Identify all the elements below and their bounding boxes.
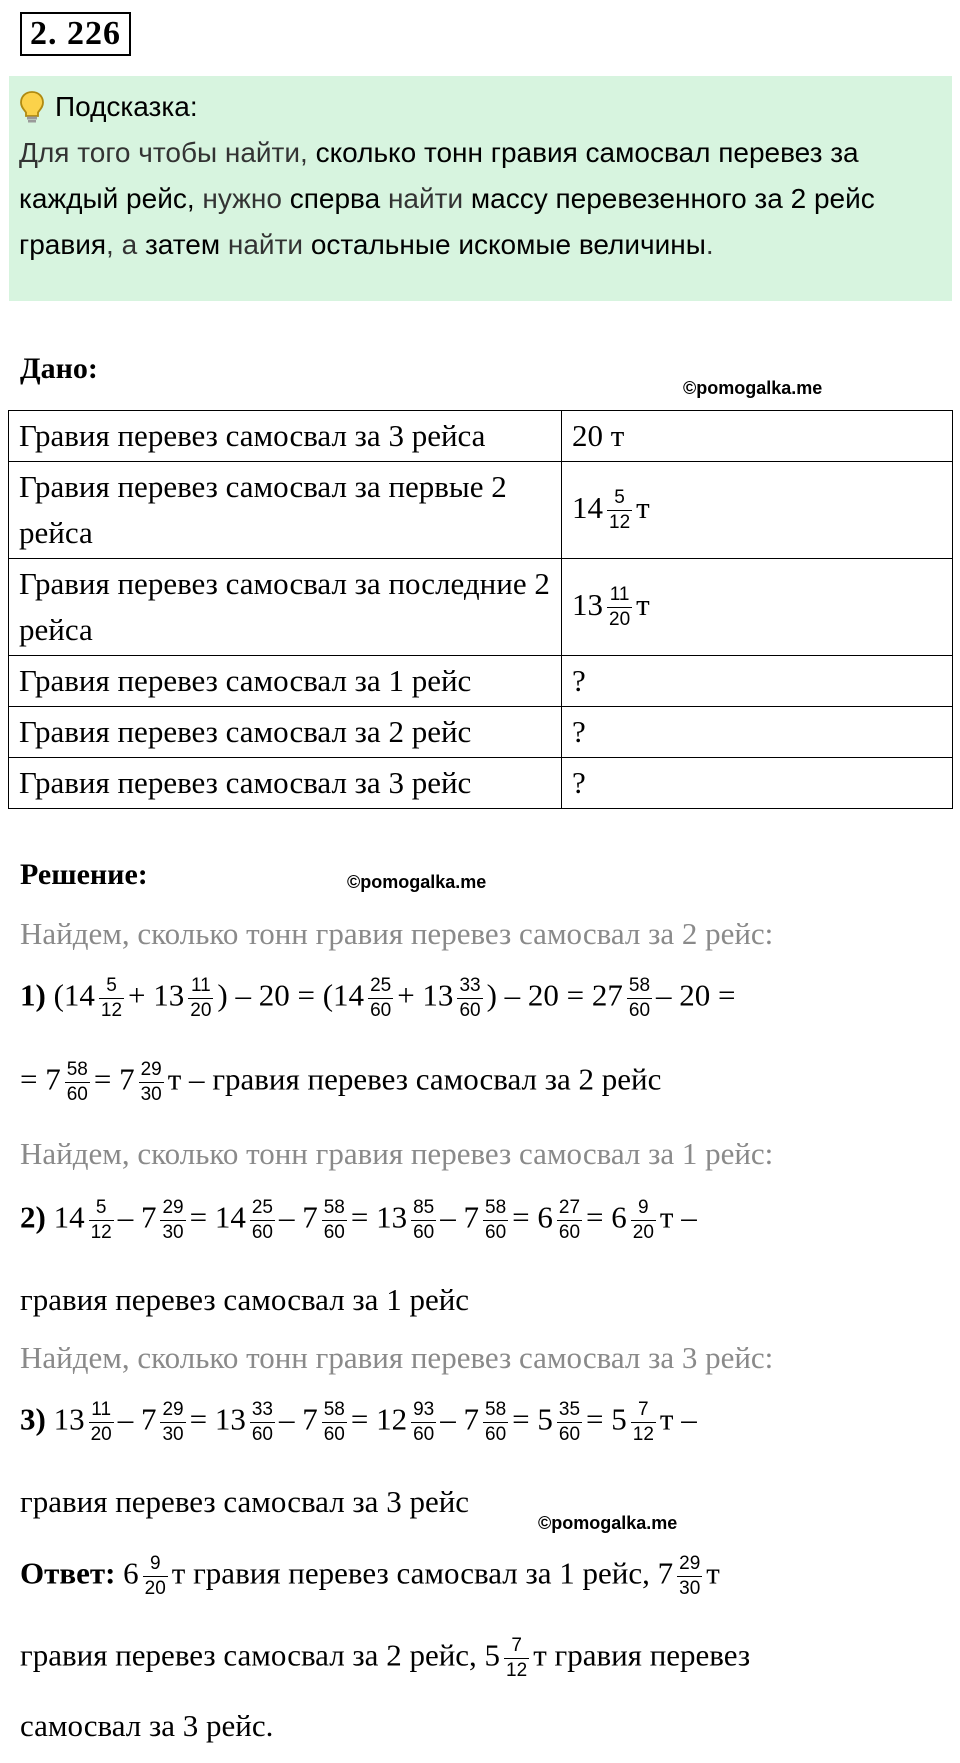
step-text: гравия перевез самосвал за 2 рейс: [212, 1061, 662, 1097]
table-label: Гравия перевез самосвал за 2 рейс: [9, 707, 562, 758]
fraction: [607, 486, 632, 535]
denominator: 60: [323, 1424, 345, 1445]
step-3-equation: 3) 13 $\frac{11}{20}$ – 7 $\frac{29}{30}$ = 13 $\frac{33}{60}$ – 7 $\frac{58}{60}$ = 12 $\frac{93}{60}$ – 7 $\frac{58}{60}$ = 5 $\frac{35}{60}$ = 5 $\frac{7}{12}$ т –: [20, 1399, 697, 1445]
given-table: [8, 410, 953, 809]
hint-part: .: [705, 229, 714, 260]
table-value: 20 т: [562, 411, 953, 462]
table-row: [9, 411, 953, 462]
denominator: 30: [679, 1578, 701, 1599]
denominator: 60: [628, 1000, 651, 1021]
answer-line-3: самосвал за 3 рейс.: [20, 1708, 274, 1743]
numerator: 85: [413, 1197, 435, 1218]
numerator: 58: [485, 1197, 507, 1218]
denominator: 60: [485, 1424, 507, 1445]
fraction: [631, 1398, 656, 1447]
numerator: 5: [106, 975, 117, 996]
numerator: 58: [66, 1059, 88, 1080]
denominator: 20: [190, 1000, 212, 1021]
step-label: 2): [20, 1199, 46, 1235]
step-label: 3): [20, 1401, 46, 1437]
fraction: [504, 1634, 529, 1683]
numerator: 93: [413, 1399, 435, 1420]
hint-text: [19, 130, 942, 268]
answer-line-1: Ответ: 6 $\frac{9}{20}$ т гравия перевез самосвал за 1 рейс, 7 $\frac{29}{30}$ т: [20, 1553, 720, 1599]
numerator: 29: [140, 1059, 162, 1080]
denominator: 20: [609, 609, 631, 631]
numerator: 58: [323, 1399, 345, 1420]
numerator: 9: [149, 1553, 161, 1574]
numerator: 11: [190, 975, 211, 996]
problem-number: 2. 226: [20, 12, 131, 56]
fraction: [188, 974, 213, 1023]
denominator: 30: [140, 1084, 162, 1105]
table-label: Гравия перевез самосвал за 3 рейса: [9, 411, 562, 462]
table-label: Гравия перевез самосвал за последние 2 рейса: [9, 559, 562, 656]
fraction: [99, 974, 124, 1023]
denominator: 12: [506, 1660, 528, 1681]
fraction: [557, 1398, 582, 1447]
answer-line-2: гравия перевез самосвал за 2 рейс, 5 $\frac{7}{12}$ т гравия перевез: [20, 1635, 751, 1681]
denominator: 12: [100, 1000, 123, 1021]
denominator: 12: [632, 1424, 654, 1445]
step-3-text: [20, 1484, 469, 1520]
numerator: 33: [459, 975, 481, 996]
table-value: ?: [562, 758, 953, 809]
watermark: ©pomogalka.me: [347, 872, 487, 892]
numerator: 58: [628, 975, 651, 996]
fraction: [89, 1196, 114, 1245]
fraction: [160, 1196, 185, 1245]
denominator: 12: [90, 1222, 112, 1243]
hint-part-highlight: остальные искомые величины: [310, 229, 706, 260]
watermark: ©pomogalka.me: [683, 378, 823, 398]
whole-part: 13: [572, 586, 603, 622]
numerator: 5: [614, 487, 625, 509]
numerator: 5: [95, 1197, 107, 1218]
fraction: [322, 1398, 347, 1447]
fraction: [368, 974, 393, 1023]
answer-text: т гравия перевез: [533, 1637, 751, 1673]
hint-part-highlight: сколько тонн гравия самосвал перевез за каждый рейс,: [19, 137, 859, 214]
denominator: 60: [413, 1424, 435, 1445]
hint-box: [9, 76, 952, 301]
given-title: Дано:: [20, 352, 98, 385]
unit: т: [636, 586, 650, 622]
table-row: [9, 758, 953, 809]
answer-label: Ответ:: [20, 1555, 116, 1591]
numerator: 58: [323, 1197, 345, 1218]
table-row: [9, 656, 953, 707]
hint-part-highlight: затем: [144, 229, 221, 260]
step-text: гравия перевез самосвал за 3 рейс: [20, 1484, 470, 1519]
denominator: 60: [66, 1084, 88, 1105]
table-label: Гравия перевез самосвал за первые 2 рейса: [9, 462, 562, 559]
numerator: 7: [511, 1635, 522, 1656]
answer-text: т гравия перевез самосвал за 1 рейс,: [171, 1555, 650, 1591]
table-label: Гравия перевез самосвал за 1 рейс: [9, 656, 562, 707]
step-2-text: гравия перевез самосвал за 1 рейс: [20, 1282, 470, 1317]
denominator: 60: [558, 1424, 581, 1445]
hint-part: Для того чтобы найти,: [19, 137, 316, 168]
fraction: [607, 583, 632, 632]
numerator: 11: [609, 584, 630, 606]
step-2-intro: Найдем, сколько тонн гравия перевез самосвал за 1 рейс:: [20, 1136, 774, 1171]
numerator: 29: [162, 1197, 184, 1218]
fraction: [250, 1196, 275, 1245]
table-row: [9, 707, 953, 758]
fraction: [65, 1058, 90, 1107]
table-value: [562, 559, 953, 656]
numerator: 25: [251, 1197, 273, 1218]
hint-part-highlight: массу перевезенного за 2 рейс гравия: [19, 183, 875, 260]
fraction: [411, 1196, 436, 1245]
fraction: [160, 1398, 185, 1447]
numerator: 58: [485, 1399, 507, 1420]
fraction: [457, 974, 482, 1023]
step-1-intro: Найдем, сколько тонн гравия перевез самосвал за 2 рейс:: [20, 916, 774, 951]
denominator: 60: [413, 1222, 435, 1243]
fraction: [139, 1058, 164, 1107]
numerator: 29: [679, 1553, 701, 1574]
hint-part: найти: [220, 229, 311, 260]
denominator: 60: [323, 1222, 345, 1243]
numerator: 7: [638, 1399, 649, 1420]
hint-part: найти: [380, 183, 471, 214]
hint-title: Подсказка:: [55, 91, 198, 122]
fraction: [557, 1196, 582, 1245]
denominator: 60: [251, 1424, 273, 1445]
denominator: 60: [558, 1222, 581, 1243]
denominator: 60: [370, 1000, 392, 1021]
numerator: 9: [638, 1197, 649, 1218]
table-row: [9, 462, 953, 559]
denominator: 20: [90, 1424, 112, 1445]
denominator: 12: [609, 512, 631, 534]
step-1-equation: 1) (14 $\frac{5}{12}$ + 13 $\frac{11}{20}$ ) – 20 = (14 $\frac{25}{60}$ + 13 $\frac{33}{60}$ ) – 20 = 27 $\frac{58}{60}$ – 20 =: [20, 975, 736, 1021]
fraction: [89, 1398, 114, 1447]
denominator: 60: [485, 1222, 507, 1243]
solution-title: Решение:: [20, 858, 148, 891]
fraction: [250, 1398, 275, 1447]
fraction: [631, 1196, 656, 1245]
fraction: [483, 1196, 508, 1245]
table-row: [9, 559, 953, 656]
answer-text: гравия перевез самосвал за 2 рейс,: [20, 1637, 477, 1673]
step-label: 1): [20, 977, 46, 1013]
hint-header: [19, 84, 942, 130]
numerator: 29: [162, 1399, 184, 1420]
step-3-intro: Найдем, сколько тонн гравия перевез самосвал за 3 рейс:: [20, 1340, 774, 1375]
denominator: 20: [144, 1578, 166, 1599]
table-value: [562, 462, 953, 559]
table-label: Гравия перевез самосвал за 3 рейс: [9, 758, 562, 809]
fraction: [677, 1552, 702, 1601]
denominator: 30: [162, 1222, 184, 1243]
whole-part: 14: [572, 489, 603, 525]
hint-part: нужно: [194, 183, 290, 214]
denominator: 30: [162, 1424, 184, 1445]
fraction: [411, 1398, 436, 1447]
denominator: 60: [251, 1222, 273, 1243]
numerator: 35: [558, 1399, 581, 1420]
fraction: [627, 974, 652, 1023]
numerator: 25: [370, 975, 392, 996]
answer-text: т: [706, 1555, 720, 1591]
table-value: ?: [562, 656, 953, 707]
fraction: [322, 1196, 347, 1245]
denominator: 20: [632, 1222, 654, 1243]
numerator: 27: [558, 1197, 581, 1218]
unit: т: [636, 489, 650, 525]
hint-part-highlight: сперва: [289, 183, 381, 214]
step-1-result: = 7 $\frac{58}{60}$ = 7 $\frac{29}{30}$ т – гравия перевез самосвал за 2 рейс: [20, 1059, 662, 1105]
fraction: [143, 1552, 168, 1601]
step-2-equation: 2) 14 $\frac{5}{12}$ – 7 $\frac{29}{30}$ = 14 $\frac{25}{60}$ – 7 $\frac{58}{60}$ = 13 $\frac{85}{60}$ – 7 $\frac{58}{60}$ = 6 $\frac{27}{60}$ = 6 $\frac{9}{20}$ т –: [20, 1197, 697, 1243]
watermark: ©pomogalka.me: [538, 1513, 678, 1533]
lightbulb-icon: [19, 90, 45, 124]
fraction: [483, 1398, 508, 1447]
numerator: 33: [251, 1399, 273, 1420]
hint-part: , а: [106, 229, 145, 260]
numerator: 11: [91, 1399, 112, 1420]
denominator: 60: [459, 1000, 481, 1021]
table-value: ?: [562, 707, 953, 758]
